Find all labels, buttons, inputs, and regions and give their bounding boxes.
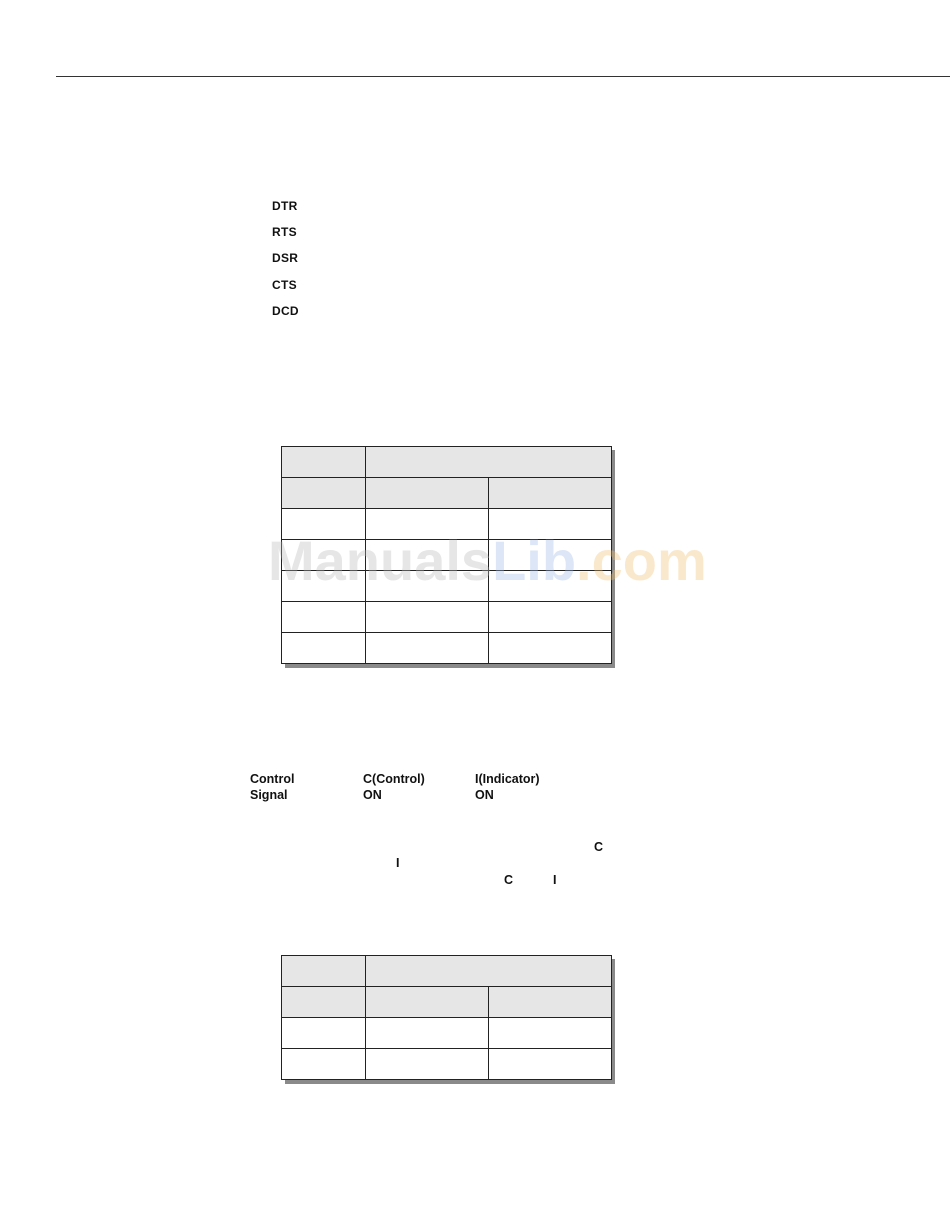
table-row [282, 1049, 612, 1080]
signal-dsr: DSR [272, 251, 299, 265]
legend-control-label: Control [250, 772, 295, 786]
legend-i-indicator-label: I(Indicator) [475, 772, 540, 786]
legend-signal-label: Signal [250, 788, 288, 802]
legend-control-signal [250, 771, 294, 803]
watermark-part-b: Lib [492, 529, 577, 592]
legend-c-control [363, 771, 425, 803]
inline-mark-i-2: I [553, 873, 557, 887]
legend-c-on-label: ON [363, 788, 382, 802]
table-row [282, 987, 612, 1018]
table-row [282, 1018, 612, 1049]
watermark-part-c: .com [576, 529, 707, 592]
inline-mark-c-1: C [594, 840, 604, 854]
watermark-part-a: Manuals [268, 529, 493, 592]
table-row [282, 478, 612, 509]
signal-dtr: DTR [272, 199, 298, 213]
legend-i-indicator [475, 771, 540, 803]
table-row [282, 956, 612, 987]
signal-table-2 [281, 955, 611, 1080]
inline-mark-i-1: I [396, 856, 400, 870]
legend-i-on-label: ON [475, 788, 494, 802]
table-row [282, 602, 612, 633]
legend-c-control-label: C(Control) [363, 772, 425, 786]
table-row [282, 447, 612, 478]
page-top-rule [56, 76, 950, 77]
inline-mark-c-2: C [504, 873, 514, 887]
watermark [268, 528, 707, 593]
signal-rts: RTS [272, 225, 297, 239]
table-row [282, 633, 612, 664]
signal-cts: CTS [272, 278, 297, 292]
table-2-grid [281, 955, 612, 1080]
signal-dcd: DCD [272, 304, 299, 318]
